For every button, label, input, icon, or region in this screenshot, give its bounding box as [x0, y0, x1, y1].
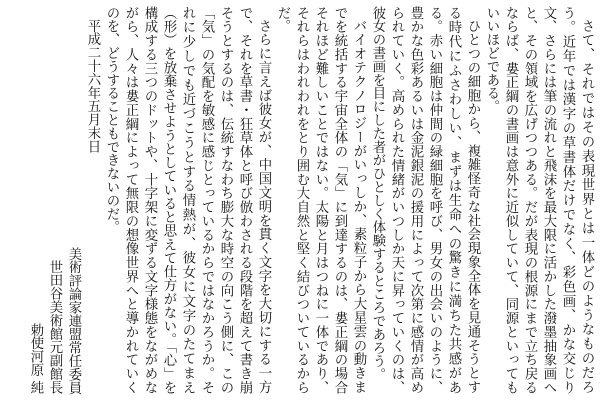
paragraph-4: さらに言えば彼女が、中国文明を貫く文字を大切にする一方で、それを草書・狂草体と呼び倣わされる段階を超えて書き崩そうとするのは、伝統すなわち膨大な時空の向こう側に、この「気」の気配を敏感に感じとっているからではなかろうか。それに少しでも近づこうとする情熱が、彼女に文字のたてまえ（形）を放棄させようとしていると思えて仕方がない。「心」を構成する三つのドットや、十字架に変ずる文字様態をながめながら、人々は婁正綱によって無限の想像世界へと導かれていくのを、どうすることもできないのだ。 — [104, 6, 271, 394]
paragraph-3: バイオテクノロジーがいっしか、素粒子から大星雲の動きまでを統括する宇宙全体の「気」に到達するのは、婁正綱の場合それほど難しいことではない。太陽と月はつねに一体であり、それらはわれわれをとり囲む大自然と堅く結びついているからだ。 — [275, 6, 366, 394]
date-line: 平成二十六年五月末日 — [85, 19, 100, 154]
signature-title-1: 美術評論家連盟常任委員 — [66, 246, 81, 394]
paragraph-2: ひとつの細胞から、複雑怪奇な社会現象全体を見通そうとする時代にふさわしい、まずは生命への驚きに満ちた共感がある。赤い細胞は仲間の緑細胞を呼び、男女の出会いのように、豊かな色彩あるいは金泥銀泥の援用によって次第に感情が高められていく。高められた情緒がいつしか天に昇っていくのは、彼女の書画を目にした者がひとしく体験するところであろう。 — [370, 6, 480, 394]
paragraph-1: さて、それではその表現世界とは一体どのようなものだろう。近年では漢字の草書体だけでなく、彩色画、かな交じり文、さらには筆の流れと飛沫を最大限に活かした潑墨抽象画へと、その領域を広げつつある。だが表現の根源にまで立ち戻るならば、婁正綱の書画は意外に近似していて、同源といってもいいほどである。 — [484, 6, 594, 394]
signature-block — [26, 6, 83, 394]
signature-title-2: 世田谷美術館元副館長 — [47, 260, 62, 394]
vertical-text-body — [4, 6, 596, 394]
signature-author-name: 勅使河原 純 — [28, 322, 43, 394]
